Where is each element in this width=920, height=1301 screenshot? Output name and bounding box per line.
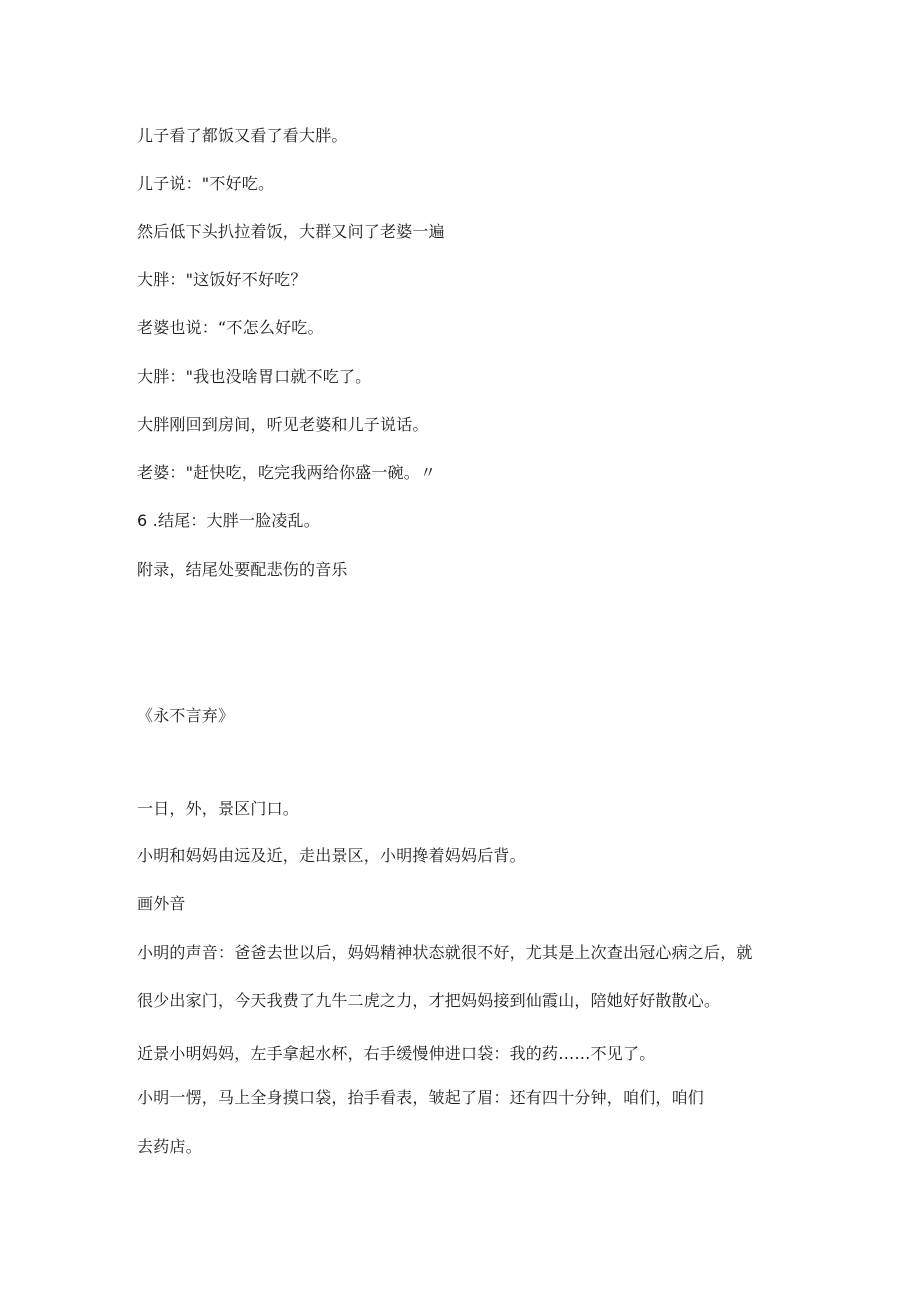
ending-note: 6 .结尾：大胖一脸凌乱。 bbox=[137, 511, 320, 530]
script-line: 老婆也说：“不怎么好吃。 bbox=[137, 318, 324, 337]
scene-heading: 一日，外，景区门口。 bbox=[137, 799, 300, 818]
voiceover-label: 画外音 bbox=[137, 894, 186, 913]
script-line: 然后低下头扒拉着饭，大群又问了老婆一遍 bbox=[137, 222, 445, 241]
script-line: 老婆："赶快吃，吃完我两给你盛一碗。〃 bbox=[137, 463, 437, 482]
script-line: 大胖刚回到房间，听见老婆和儿子说话。 bbox=[137, 415, 429, 434]
script-line: 大胖："这饭好不好吃？ bbox=[137, 270, 307, 289]
script-line: 去药店。 bbox=[137, 1137, 202, 1156]
script-line: 儿子说："不好吃。 bbox=[137, 174, 275, 193]
script-line: 小明的声音：爸爸去世以后，妈妈精神状态就很不好，尤其是上次查出冠心病之后，就 bbox=[137, 943, 753, 962]
script-line: 小明和妈妈由远及近，走出景区，小明搀着妈妈后背。 bbox=[137, 846, 526, 865]
script-title: 《永不言弃》 bbox=[137, 706, 235, 725]
script-line: 近景小明妈妈，左手拿起水杯，右手缓慢伸进口袋：我的药……不见了。 bbox=[137, 1044, 656, 1063]
script-line: 小明一愣，马上全身摸口袋，抬手看表，皱起了眉：还有四十分钟，咱们，咱们 bbox=[137, 1088, 705, 1107]
script-line: 很少出家门，今天我费了九牛二虎之力，才把妈妈接到仙霞山，陪她好好散散心。 bbox=[137, 991, 721, 1010]
script-line: 儿子看了都饭又看了看大胖。 bbox=[137, 126, 348, 145]
appendix-note: 附录，结尾处要配悲伤的音乐 bbox=[137, 560, 348, 579]
script-line: 大胖："我也没啥胃口就不吃了。 bbox=[137, 367, 372, 386]
